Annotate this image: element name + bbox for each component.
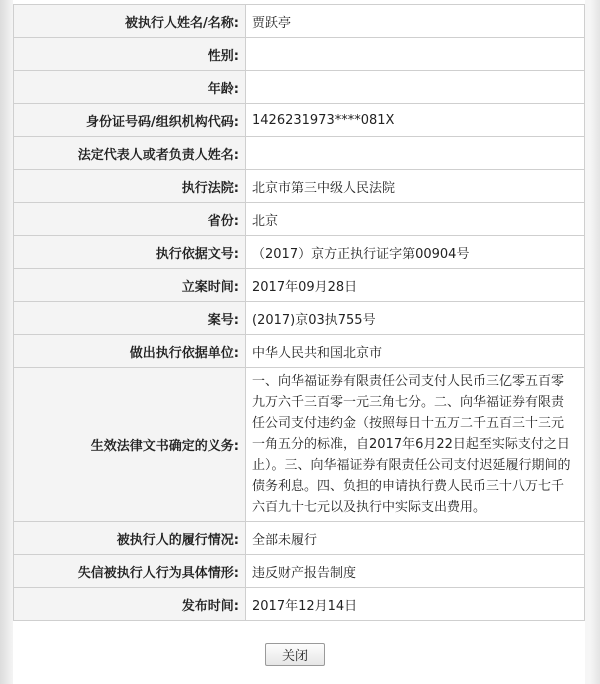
value-gender bbox=[246, 38, 585, 71]
value-obligations: 一、向华福证券有限责任公司支付人民币三亿零五百零九万六千三百零一元三角七分。二、向华福证券有限责任公司支付违约金（按照每日十五万二千五百三十三元一角五分的标准，自2017年6月22日起至实际支付之日止）。三、向华福证券有限责任公司支付迟延履行期间的债务利息。四、负担的申请执行费人民币三十八万七千六百九十七元以及执行中实际支出费用。 bbox=[246, 368, 585, 522]
value-basis-document: （2017）京方正执行证字第00904号 bbox=[246, 236, 585, 269]
value-publish-date: 2017年12月14日 bbox=[246, 588, 585, 621]
value-age bbox=[246, 71, 585, 104]
row-court bbox=[14, 170, 585, 203]
label-legal-representative: 法定代表人或者负责人姓名: bbox=[14, 137, 246, 170]
value-province: 北京 bbox=[246, 203, 585, 236]
row-province bbox=[14, 203, 585, 236]
label-court: 执行法院: bbox=[14, 170, 246, 203]
label-obligations: 生效法律文书确定的义务: bbox=[14, 368, 246, 522]
label-basis-document: 执行依据文号: bbox=[14, 236, 246, 269]
dishonest-debtor-info-table bbox=[13, 4, 585, 621]
value-legal-representative bbox=[246, 137, 585, 170]
value-issuing-unit: 中华人民共和国北京市 bbox=[246, 335, 585, 368]
value-id-number: 1426231973****081X bbox=[246, 104, 585, 137]
label-gender: 性别: bbox=[14, 38, 246, 71]
value-name: 贾跃亭 bbox=[246, 5, 585, 38]
row-dishonest-behavior bbox=[14, 555, 585, 588]
label-filing-date: 立案时间: bbox=[14, 269, 246, 302]
row-obligations bbox=[14, 368, 585, 522]
label-issuing-unit: 做出执行依据单位: bbox=[14, 335, 246, 368]
row-age bbox=[14, 71, 585, 104]
label-publish-date: 发布时间: bbox=[14, 588, 246, 621]
info-panel bbox=[13, 0, 585, 684]
label-id-number: 身份证号码/组织机构代码: bbox=[14, 104, 246, 137]
row-gender bbox=[14, 38, 585, 71]
value-court: 北京市第三中级人民法院 bbox=[246, 170, 585, 203]
row-name bbox=[14, 5, 585, 38]
value-filing-date: 2017年09月28日 bbox=[246, 269, 585, 302]
value-performance-status: 全部未履行 bbox=[246, 522, 585, 555]
close-button[interactable]: 关闭 bbox=[265, 643, 325, 666]
left-edge-shadow bbox=[0, 0, 14, 684]
label-name: 被执行人姓名/名称: bbox=[14, 5, 246, 38]
row-performance-status bbox=[14, 522, 585, 555]
row-legal-representative bbox=[14, 137, 585, 170]
row-filing-date bbox=[14, 269, 585, 302]
value-dishonest-behavior: 违反财产报告制度 bbox=[246, 555, 585, 588]
row-basis-document bbox=[14, 236, 585, 269]
row-id-number bbox=[14, 104, 585, 137]
label-case-number: 案号: bbox=[14, 302, 246, 335]
label-dishonest-behavior: 失信被执行人行为具体情形: bbox=[14, 555, 246, 588]
row-case-number bbox=[14, 302, 585, 335]
label-age: 年龄: bbox=[14, 71, 246, 104]
value-case-number: (2017)京03执755号 bbox=[246, 302, 585, 335]
right-edge-shadow bbox=[590, 0, 600, 684]
label-province: 省份: bbox=[14, 203, 246, 236]
row-issuing-unit bbox=[14, 335, 585, 368]
label-performance-status: 被执行人的履行情况: bbox=[14, 522, 246, 555]
row-publish-date bbox=[14, 588, 585, 621]
